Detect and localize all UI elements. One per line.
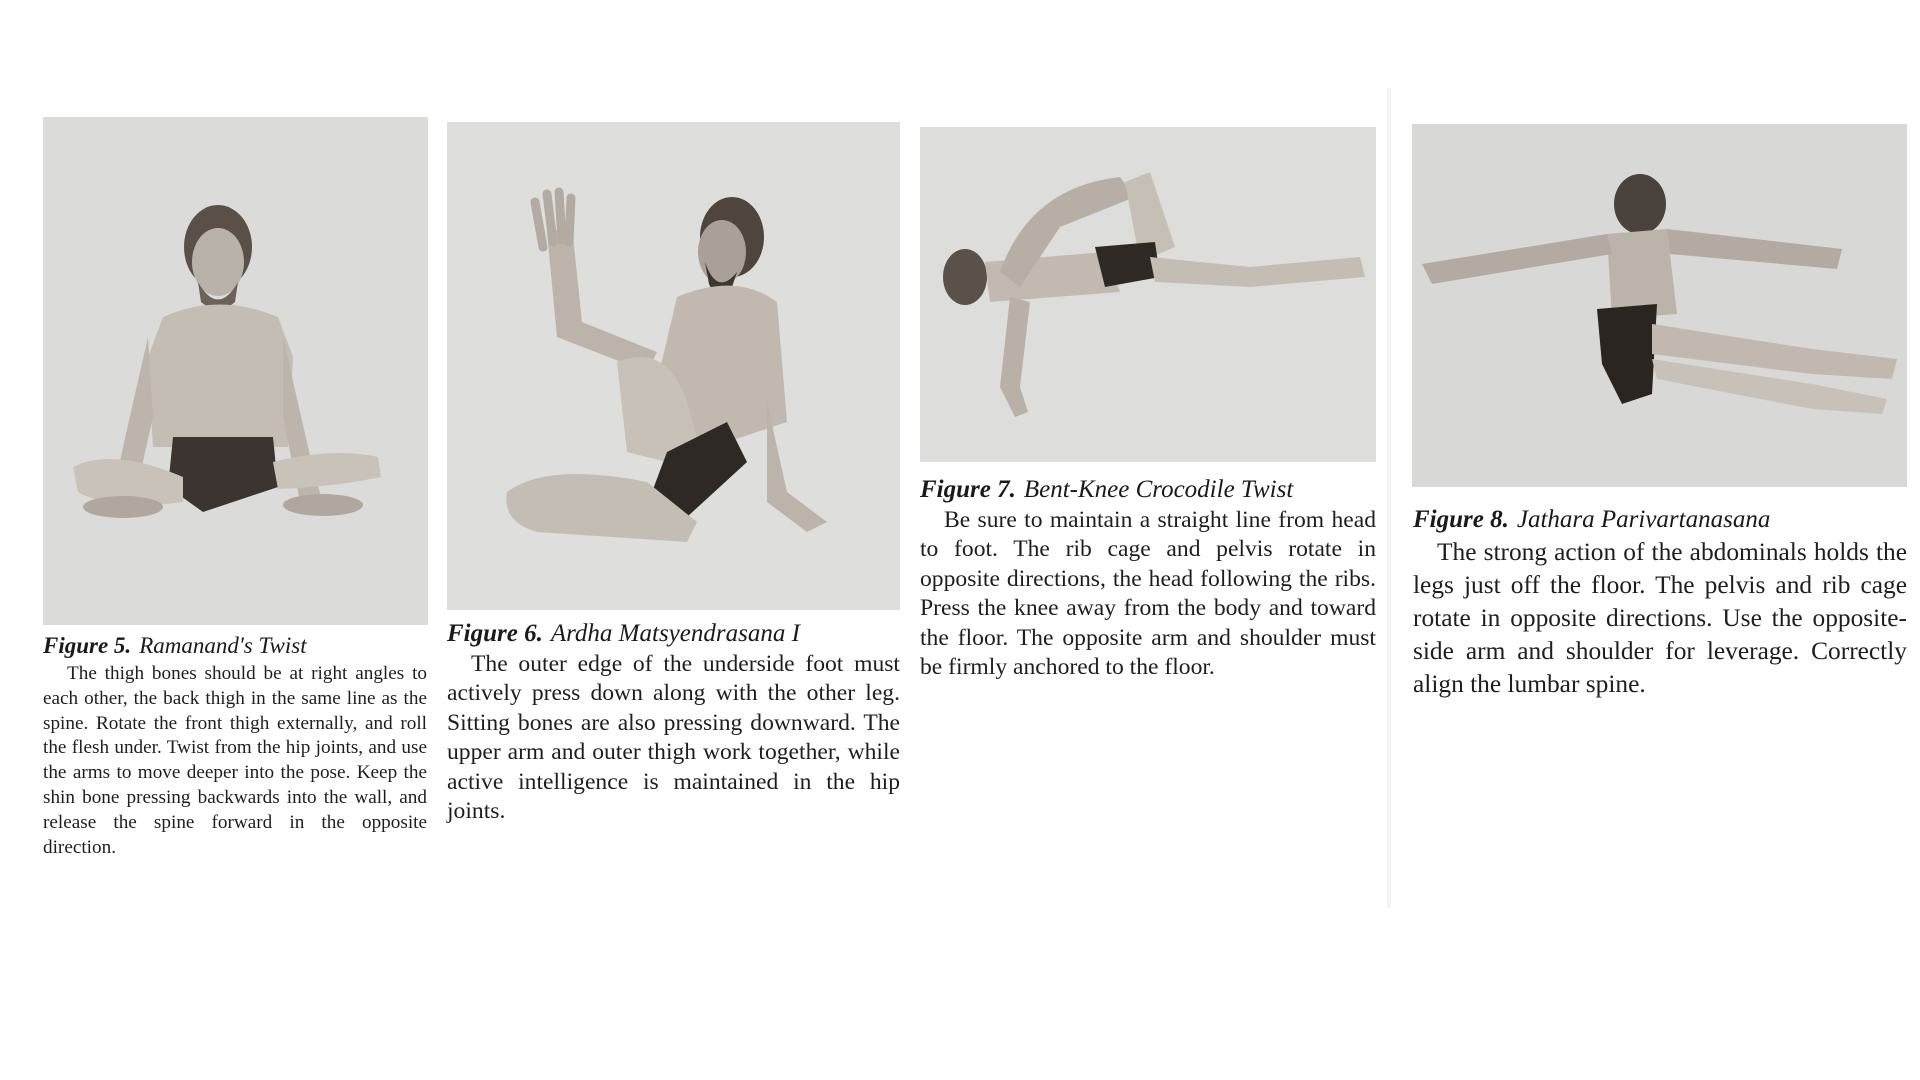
figure-7-number: Figure 7. xyxy=(920,476,1016,503)
figure-8-description: The strong action of the abdominals holds the legs just off the floor. The pelvis and rib cage rotate in opposite directions. Use the opposite-side arm and shoulder for leverage. Correctly align the lumbar spine. xyxy=(1413,538,1907,698)
figure-7-photo xyxy=(920,127,1376,462)
figure-5-photo xyxy=(43,117,428,625)
figure-5-caption-block xyxy=(43,632,427,860)
figure-5-illustration xyxy=(43,117,428,625)
figure-6-caption xyxy=(447,620,900,648)
figure-5-number: Figure 5. xyxy=(43,633,132,658)
figure-7-caption-block xyxy=(920,476,1376,682)
figure-6-title: Ardha Matsyendrasana I xyxy=(550,620,800,647)
figure-6-illustration xyxy=(447,122,900,610)
figure-7-caption xyxy=(920,476,1376,504)
figure-8-photo xyxy=(1412,124,1907,487)
figure-6-caption-block xyxy=(447,620,900,826)
figure-6-description: The outer edge of the underside foot must actively press down along with the other leg. Sitting bones are also pressing downward. The upper arm and outer thigh work together, while active intelligence is maintained in the hip joints. xyxy=(447,651,900,825)
page-gutter-line xyxy=(1387,88,1391,908)
figure-5-caption xyxy=(43,632,427,660)
figure-6-photo xyxy=(447,122,900,610)
figure-8-number: Figure 8. xyxy=(1413,506,1509,533)
figure-8-illustration xyxy=(1412,124,1907,487)
figure-7-description: Be sure to maintain a straight line from head to foot. The rib cage and pelvis rotate in opposite directions, the head following the ribs. Press the knee away from the body and toward the floor. The opposite arm and shoulder must be firmly anchored to the floor. xyxy=(920,507,1376,681)
figure-7-title: Bent-Knee Crocodile Twist xyxy=(1023,476,1294,503)
figure-8-title: Jathara Parivartanasana xyxy=(1516,506,1771,533)
figure-8-caption xyxy=(1413,506,1907,534)
figure-5-description: The thigh bones should be at right angles to each other, the back thigh in the same line as the spine. Rotate the front thigh externally, and roll the flesh under. Twist from the hip joints, and use the arms to move deeper into the pose. Keep the shin bone pressing backwards into the wall, and release the spine forward in the opposite direction. xyxy=(43,663,427,858)
figure-8-caption-block xyxy=(1413,506,1907,701)
figure-7-illustration xyxy=(920,127,1376,462)
figure-5-title: Ramanand's Twist xyxy=(139,633,307,658)
figure-6-number: Figure 6. xyxy=(447,620,543,647)
